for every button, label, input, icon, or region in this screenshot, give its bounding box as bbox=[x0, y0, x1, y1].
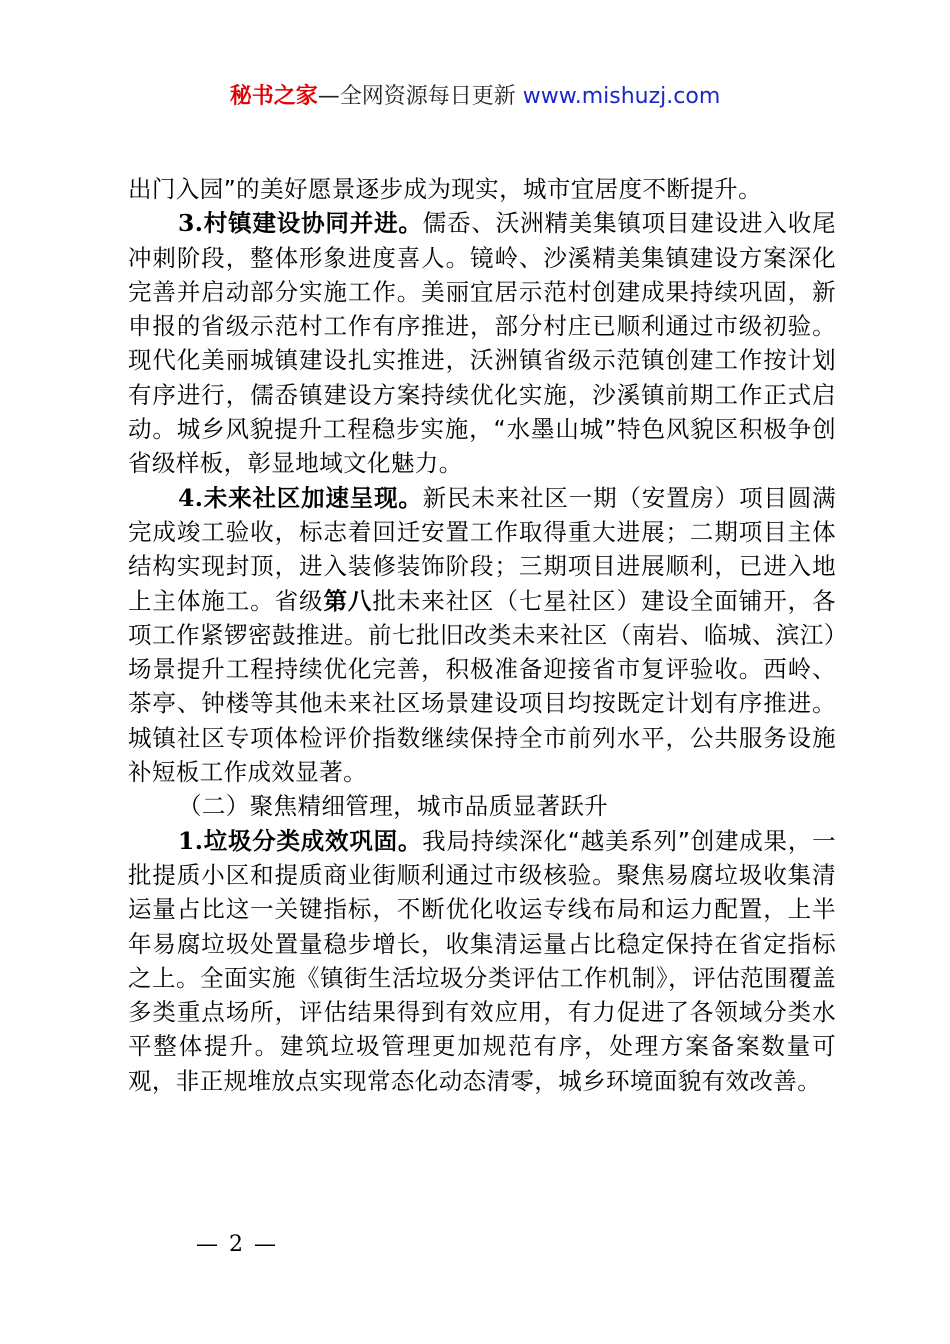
paragraph-text: 我局持续深化“越美系列”创建成果，一批提质小区和提质商业街顺利通过市级核验。聚焦易腐垃圾收集清运量占比这一关键指标，不断优化收运专线布局和运力配置，上半年易腐垃圾处置量稳步增长，收集清运量占比稳定保持在省定指标之上。全面实施《镇街生活垃圾分类评估工作机制》，评估范围覆盖多类重点场所，评估结果得到有效应用，有力促进了各领域分类水平整体提升。建筑垃圾管理更加规范有序，处理方案备案数量可观，非正规堆放点实现常态化动态清零，城乡环境面貌有效改善。 bbox=[128, 826, 836, 1095]
paragraph-garbage-sorting bbox=[128, 824, 836, 1098]
header-tagline: —全网资源每日更新 bbox=[317, 84, 516, 109]
paragraph-text: 儒岙、沃洲精美集镇项目建设进入收尾冲刺阶段，整体形象进度喜人。镜岭、沙溪精美集镇建设方案深化完善并启动部分实施工作。美丽宜居示范村创建成果持续巩固，新申报的省级示范村工作有序推进，部分村庄已顺利通过市级初验。现代化美丽城镇建设扎实推进，沃洲镇省级示范镇创建工作按计划有序进行，儒岙镇建设方案持续优化实施，沙溪镇前期工作正式启动。城乡风貌提升工程稳步实施，“水墨山城”特色风貌区积极争创省级样板，彰显地域文化魅力。 bbox=[128, 209, 836, 478]
item-heading: 未来社区加速呈现。 bbox=[203, 483, 423, 512]
item-number: 1. bbox=[178, 826, 204, 855]
paragraph-village-construction bbox=[128, 206, 836, 480]
item-number: 3. bbox=[178, 209, 204, 238]
paragraph-text: 批未来社区（七星社区）建设全面铺开，各项工作紧锣密鼓推进。前七批旧改类未来社区（南岩、临城、滨江）场景提升工程持续优化完善，积极准备迎接省市复评验收。西岭、茶亭、钟楼等其他未来社区场景建设项目均按既定计划有序推进。城镇社区专项体检评价指数继续保持全市前列水平，公共服务设施补短板工作成效显著。 bbox=[128, 586, 836, 787]
site-header bbox=[0, 82, 950, 112]
paragraph-continuation bbox=[128, 172, 836, 206]
paragraph-text: 新民未来社区一期（安置房）项目圆满完成竣工验收，标志着回迁安置工作取得重大进展；二期项目主体结构实现封顶，进入装修装饰阶段；三期项目进展顺利，已进入地上主体施工。省级 bbox=[128, 483, 836, 615]
site-url-link[interactable]: www.mishuzj.com bbox=[522, 84, 721, 109]
section-heading bbox=[128, 789, 836, 823]
item-heading: 垃圾分类成效巩固。 bbox=[203, 826, 423, 855]
document-body bbox=[128, 172, 836, 1098]
item-heading: 村镇建设协同并进。 bbox=[203, 209, 423, 238]
paragraph-future-community bbox=[128, 481, 836, 790]
page-number: — 2 — bbox=[196, 1232, 278, 1257]
brand-name: 秘书之家 bbox=[229, 84, 318, 109]
paragraph-text: 出门入园”的美好愿景逐步成为现实，城市宜居度不断提升。 bbox=[128, 175, 762, 203]
item-number: 4. bbox=[178, 483, 204, 512]
section-heading-text: （二）聚焦精细管理，城市品质显著跃升 bbox=[178, 792, 609, 821]
bold-emphasis: 第八 bbox=[323, 586, 373, 615]
